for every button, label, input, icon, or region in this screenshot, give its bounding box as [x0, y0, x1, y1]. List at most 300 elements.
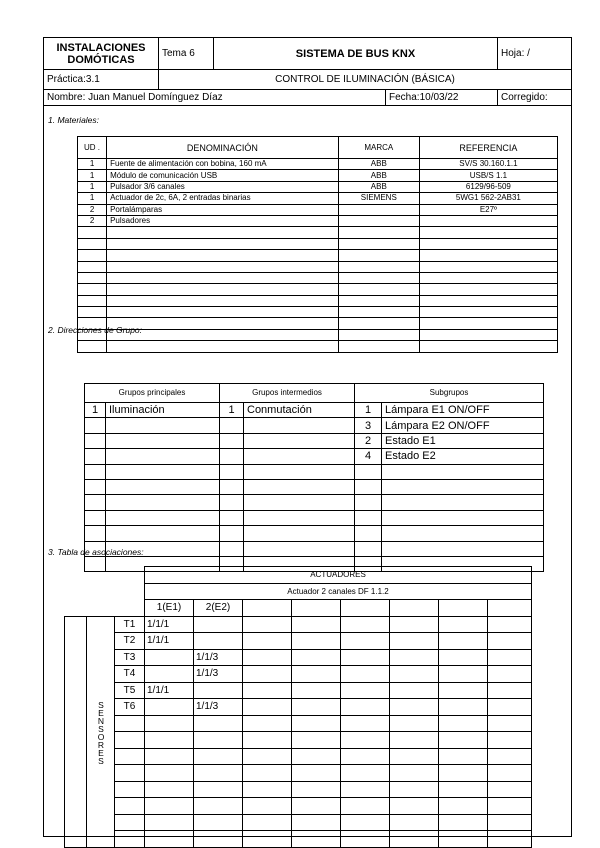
association-cell: [488, 831, 532, 848]
principal-num: [85, 510, 106, 525]
material-ud: 2: [78, 204, 107, 215]
material-ud: [78, 250, 107, 261]
association-cell: [341, 682, 390, 699]
association-cell: [390, 715, 439, 732]
principal-num: [85, 449, 106, 464]
subgrupo-name: Estado E1: [382, 433, 544, 448]
material-referencia: [419, 227, 557, 238]
subgrupos-header: Subgrupos: [355, 384, 544, 403]
association-cell: [292, 682, 341, 699]
principal-num: [85, 526, 106, 541]
channel-header: [488, 600, 532, 617]
association-cell: [439, 715, 488, 732]
material-marca: [338, 318, 419, 329]
principal-name: [106, 495, 220, 510]
material-denominacion: Pulsador 3/6 canales: [107, 181, 339, 192]
material-referencia: [419, 272, 557, 283]
material-referencia: 5WG1 562-2AB31: [419, 193, 557, 204]
principal-name: [106, 449, 220, 464]
intermedio-num: [220, 433, 244, 448]
actuadores-header: ACTUADORES: [145, 567, 532, 584]
association-cell: [488, 814, 532, 831]
association-cell: [390, 616, 439, 633]
sensor-row: [65, 682, 532, 699]
material-referencia: [419, 215, 557, 226]
association-cell: [292, 633, 341, 650]
material-row: [78, 295, 558, 306]
association-cell: [194, 732, 243, 749]
association-cell: [145, 781, 194, 798]
material-row: [78, 250, 558, 261]
association-cell: [145, 666, 194, 683]
association-cell: [439, 666, 488, 683]
asociaciones-section-label: 3. Tabla de asociaciones:: [48, 547, 144, 557]
material-referencia: SV/S 30.160.1.1: [419, 159, 557, 170]
channel-header: [341, 600, 390, 617]
principal-num: [85, 464, 106, 479]
association-cell: [292, 699, 341, 716]
intermedio-num: 1: [220, 403, 244, 418]
association-cell: [439, 732, 488, 749]
material-marca: [338, 261, 419, 272]
sensor-row: [65, 748, 532, 765]
intermedio-name: [244, 510, 355, 525]
material-row: [78, 227, 558, 238]
association-cell: [292, 814, 341, 831]
material-marca: [338, 250, 419, 261]
material-marca: [338, 307, 419, 318]
course-title: [44, 38, 159, 70]
material-row: [78, 261, 558, 272]
sensor-id: [115, 781, 145, 798]
material-referencia: E27º: [419, 204, 557, 215]
material-denominacion: [107, 284, 339, 295]
material-marca: [338, 215, 419, 226]
association-cell: 1/1/1: [145, 682, 194, 699]
sensor-id: [115, 814, 145, 831]
association-cell: [243, 616, 292, 633]
association-cell: [390, 633, 439, 650]
association-cell: [488, 666, 532, 683]
association-cell: [488, 798, 532, 815]
association-cell: [194, 682, 243, 699]
intermedio-name: [244, 418, 355, 433]
association-cell: [390, 798, 439, 815]
association-cell: [292, 748, 341, 765]
material-referencia: [419, 238, 557, 249]
association-cell: [488, 732, 532, 749]
material-row: [78, 193, 558, 204]
association-cell: [292, 781, 341, 798]
association-cell: [488, 715, 532, 732]
intermedio-num: [220, 495, 244, 510]
referencia-header: REFERENCIA: [419, 137, 557, 159]
system-title: SISTEMA DE BUS KNX: [214, 38, 498, 70]
association-cell: [439, 616, 488, 633]
sensor-row: [65, 781, 532, 798]
grupos-table: [84, 383, 544, 572]
group-row: [85, 526, 544, 541]
association-cell: [341, 781, 390, 798]
association-cell: [439, 814, 488, 831]
association-cell: [439, 649, 488, 666]
association-cell: [292, 765, 341, 782]
association-cell: [341, 616, 390, 633]
association-cell: [145, 649, 194, 666]
association-cell: [390, 682, 439, 699]
principal-num: [85, 433, 106, 448]
sensor-row: [65, 831, 532, 848]
subgrupo-num: [355, 479, 382, 494]
association-cell: [145, 765, 194, 782]
association-cell: [439, 682, 488, 699]
material-denominacion: [107, 307, 339, 318]
sensor-id: [115, 831, 145, 848]
association-cell: 1/1/3: [194, 666, 243, 683]
association-cell: [292, 616, 341, 633]
association-cell: [145, 699, 194, 716]
association-cell: [243, 649, 292, 666]
sensor-row: [65, 616, 532, 633]
material-denominacion: [107, 227, 339, 238]
sensor-id: [115, 748, 145, 765]
intermedio-num: [220, 418, 244, 433]
intermedio-name: Conmutación: [244, 403, 355, 418]
association-cell: [390, 649, 439, 666]
sensor-id: [115, 715, 145, 732]
association-cell: [243, 633, 292, 650]
channel-header: 2(E2): [194, 600, 243, 617]
association-cell: [145, 732, 194, 749]
association-cell: [488, 649, 532, 666]
association-cell: [341, 765, 390, 782]
material-denominacion: [107, 295, 339, 306]
association-cell: [194, 831, 243, 848]
principal-name: Iluminación: [106, 403, 220, 418]
association-cell: [439, 798, 488, 815]
subgrupo-name: [382, 541, 544, 556]
association-cell: [390, 781, 439, 798]
intermedio-name: [244, 495, 355, 510]
material-marca: ABB: [338, 159, 419, 170]
material-row: [78, 341, 558, 352]
association-cell: [194, 616, 243, 633]
material-referencia: [419, 295, 557, 306]
material-referencia: [419, 250, 557, 261]
association-cell: [488, 633, 532, 650]
material-referencia: [419, 261, 557, 272]
group-row: [85, 479, 544, 494]
material-referencia: [419, 318, 557, 329]
association-cell: [341, 666, 390, 683]
subgrupo-num: [355, 510, 382, 525]
material-row: [78, 284, 558, 295]
sensor-row: [65, 798, 532, 815]
material-row: [78, 170, 558, 181]
material-ud: 2: [78, 215, 107, 226]
association-cell: [292, 732, 341, 749]
intermedio-name: [244, 479, 355, 494]
channel-header: [390, 600, 439, 617]
course-title-line2: DOMÓTICAS: [67, 53, 135, 66]
association-cell: [488, 781, 532, 798]
subgrupo-name: [382, 464, 544, 479]
channel-header: [292, 600, 341, 617]
material-ud: [78, 284, 107, 295]
subgrupo-num: [355, 541, 382, 556]
subgrupo-num: 4: [355, 449, 382, 464]
sensor-id: T2: [115, 633, 145, 650]
principal-num: [85, 418, 106, 433]
association-cell: [439, 765, 488, 782]
material-denominacion: Fuente de alimentación con bobina, 160 mA: [107, 159, 339, 170]
material-row: [78, 215, 558, 226]
association-cell: [243, 699, 292, 716]
association-cell: [439, 633, 488, 650]
material-marca: ABB: [338, 170, 419, 181]
association-cell: [390, 748, 439, 765]
material-ud: 1: [78, 193, 107, 204]
material-marca: SIEMENS: [338, 193, 419, 204]
principales-header: Grupos principales: [85, 384, 220, 403]
association-cell: [341, 649, 390, 666]
material-row: [78, 181, 558, 192]
intermedio-name: [244, 449, 355, 464]
material-marca: ABB: [338, 181, 419, 192]
group-row: [85, 541, 544, 556]
subgrupo-num: [355, 526, 382, 541]
association-cell: [292, 649, 341, 666]
intermedio-num: [220, 449, 244, 464]
association-cell: [243, 732, 292, 749]
material-ud: [78, 238, 107, 249]
principal-name: [106, 433, 220, 448]
association-cell: [488, 748, 532, 765]
material-row: [78, 204, 558, 215]
association-cell: [145, 715, 194, 732]
material-marca: [338, 238, 419, 249]
group-row: [85, 403, 544, 418]
principal-num: 1: [85, 403, 106, 418]
intermedios-header: Grupos intermedios: [220, 384, 355, 403]
association-cell: [145, 798, 194, 815]
subgrupo-name: [382, 510, 544, 525]
association-cell: [145, 814, 194, 831]
material-denominacion: [107, 272, 339, 283]
association-cell: [194, 633, 243, 650]
sensor-id: [115, 798, 145, 815]
material-ud: 1: [78, 170, 107, 181]
materiales-section-label: 1. Materiales:: [48, 115, 100, 125]
sensor-row: [65, 699, 532, 716]
association-cell: 1/1/3: [194, 699, 243, 716]
group-row: [85, 418, 544, 433]
association-cell: [488, 616, 532, 633]
association-cell: [243, 798, 292, 815]
group-row: [85, 449, 544, 464]
sensor-row: [65, 732, 532, 749]
sensor-row: [65, 765, 532, 782]
subgrupo-name: Lámpara E1 ON/OFF: [382, 403, 544, 418]
association-cell: [341, 732, 390, 749]
subgrupo-name: [382, 526, 544, 541]
material-referencia: [419, 284, 557, 295]
sensor-id: T3: [115, 649, 145, 666]
sensor-row: [65, 633, 532, 650]
materiales-table: [77, 136, 558, 353]
association-cell: [488, 682, 532, 699]
channel-header: [243, 600, 292, 617]
association-cell: [194, 715, 243, 732]
sensor-row: [65, 814, 532, 831]
association-cell: [243, 765, 292, 782]
association-cell: [292, 798, 341, 815]
sensor-id: T4: [115, 666, 145, 683]
association-cell: [341, 814, 390, 831]
association-cell: [390, 666, 439, 683]
material-row: [78, 318, 558, 329]
material-denominacion: [107, 261, 339, 272]
marca-header: MARCA: [338, 137, 419, 159]
channel-header: [439, 600, 488, 617]
material-marca: [338, 272, 419, 283]
material-referencia: [419, 329, 557, 340]
intermedio-name: [244, 433, 355, 448]
subgrupo-num: 3: [355, 418, 382, 433]
association-cell: 1/1/1: [145, 616, 194, 633]
ud-header: UD .: [78, 137, 107, 159]
material-row: [78, 272, 558, 283]
material-ud: [78, 307, 107, 318]
association-cell: [194, 765, 243, 782]
sensores-label: SENSORES: [87, 616, 115, 847]
intermedio-name: [244, 526, 355, 541]
material-ud: 1: [78, 181, 107, 192]
subgrupo-name: [382, 495, 544, 510]
material-denominacion: [107, 238, 339, 249]
date-field: Fecha:10/03/22: [386, 90, 498, 106]
subgrupo-name: Lámpara E2 ON/OFF: [382, 418, 544, 433]
association-cell: [243, 748, 292, 765]
grupos-section-label: 2. Direcciones de Grupo:: [48, 325, 143, 335]
association-cell: 1/1/3: [194, 649, 243, 666]
group-row: [85, 433, 544, 448]
material-denominacion: Portalámparas: [107, 204, 339, 215]
principal-name: [106, 479, 220, 494]
corregido-field: Corregido:: [498, 90, 572, 106]
material-row: [78, 159, 558, 170]
association-cell: [341, 633, 390, 650]
material-row: [78, 329, 558, 340]
intermedio-num: [220, 464, 244, 479]
sensor-id: [115, 732, 145, 749]
association-cell: [341, 715, 390, 732]
material-ud: [78, 272, 107, 283]
material-marca: [338, 329, 419, 340]
course-title-line1: INSTALACIONES: [56, 41, 146, 54]
material-ud: 1: [78, 159, 107, 170]
intermedio-num: [220, 510, 244, 525]
material-marca: [338, 204, 419, 215]
association-cell: [341, 831, 390, 848]
material-ud: [78, 295, 107, 306]
association-cell: [292, 831, 341, 848]
material-ud: [78, 227, 107, 238]
association-cell: [194, 781, 243, 798]
principal-name: [106, 464, 220, 479]
association-cell: 1/1/1: [145, 633, 194, 650]
association-cell: [390, 814, 439, 831]
material-marca: [338, 227, 419, 238]
material-denominacion: Pulsadores: [107, 215, 339, 226]
subgrupo-num: 1: [355, 403, 382, 418]
material-marca: [338, 295, 419, 306]
intermedio-num: [220, 479, 244, 494]
association-cell: [439, 831, 488, 848]
subgrupo-name: [382, 479, 544, 494]
sensor-row: [65, 666, 532, 683]
association-cell: [488, 699, 532, 716]
subgrupo-num: 2: [355, 433, 382, 448]
association-cell: [194, 748, 243, 765]
principal-num: [85, 479, 106, 494]
association-cell: [243, 715, 292, 732]
subject-title: CONTROL DE ILUMINACIÓN (BÁSICA): [159, 70, 572, 90]
header-table: [43, 37, 572, 106]
association-cell: [341, 699, 390, 716]
principal-name: [106, 418, 220, 433]
asociaciones-table: [64, 566, 532, 848]
association-cell: [145, 748, 194, 765]
principal-name: [106, 526, 220, 541]
sensor-id: T6: [115, 699, 145, 716]
association-cell: [390, 765, 439, 782]
association-cell: [243, 781, 292, 798]
material-ud: [78, 261, 107, 272]
association-cell: [292, 715, 341, 732]
association-cell: [243, 814, 292, 831]
association-cell: [488, 765, 532, 782]
sensor-row: [65, 649, 532, 666]
group-row: [85, 495, 544, 510]
denominacion-header: DENOMINACIÓN: [107, 137, 339, 159]
sensor-id: T5: [115, 682, 145, 699]
subgrupo-num: [355, 495, 382, 510]
material-denominacion: [107, 341, 339, 352]
material-referencia: [419, 307, 557, 318]
material-referencia: 6129/96-509: [419, 181, 557, 192]
group-row: [85, 510, 544, 525]
association-cell: [292, 666, 341, 683]
hoja-label: Hoja: /: [498, 38, 572, 70]
association-cell: [341, 748, 390, 765]
sensor-id: [115, 765, 145, 782]
principal-name: [106, 510, 220, 525]
association-cell: [243, 666, 292, 683]
material-denominacion: [107, 250, 339, 261]
material-referencia: USB/S 1.1: [419, 170, 557, 181]
intermedio-num: [220, 541, 244, 556]
intermedio-name: [244, 464, 355, 479]
student-name: Nombre: Juan Manuel Domínguez Díaz: [44, 90, 386, 106]
association-cell: [439, 781, 488, 798]
sensor-row: [65, 715, 532, 732]
sensor-id: T1: [115, 616, 145, 633]
material-ud: [78, 341, 107, 352]
tema-label: Tema 6: [159, 38, 214, 70]
association-cell: [243, 831, 292, 848]
material-marca: [338, 284, 419, 295]
